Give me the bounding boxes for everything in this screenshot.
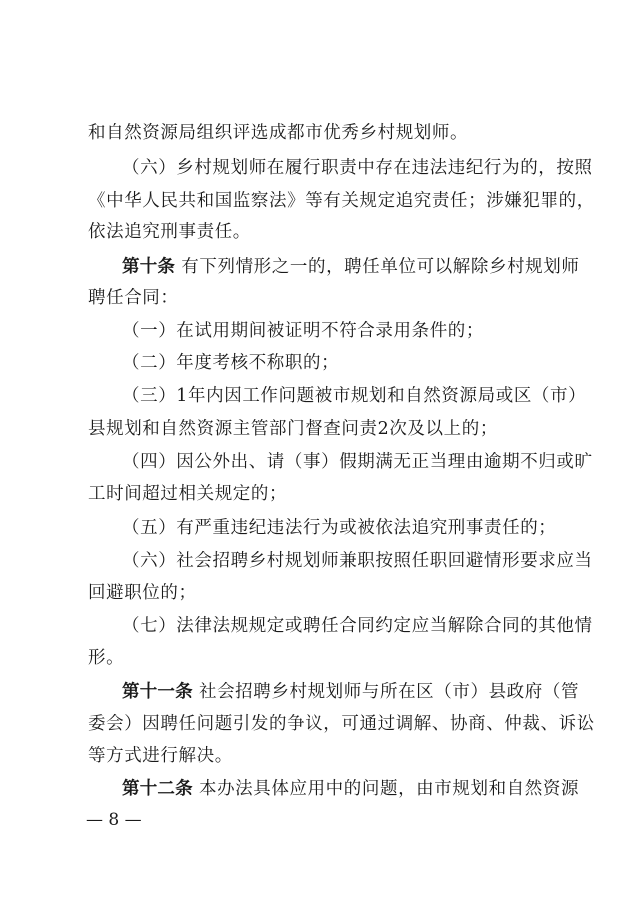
paragraph-text: 本办法具体应用中的问题，由市规划和自然资源 <box>198 779 580 799</box>
list-item: （三）1年内因工作问题被市规划和自然资源局或区（市） <box>122 386 587 406</box>
list-item: （二）年度考核不称职的； <box>122 353 340 373</box>
list-item: （六）社会招聘乡村规划师兼职按照任职回避情形要求应当 <box>122 551 593 571</box>
paragraph-line: （六）乡村规划师在履行职责中存在违法违纪行为的，按照 <box>122 158 593 178</box>
article-11-paragraph <box>122 680 579 704</box>
list-item: （七）法律法规规定或聘任合同约定应当解除合同的其他情 <box>122 616 593 636</box>
paragraph-line: 工时间超过相关规定的； <box>88 484 288 504</box>
article-12-paragraph <box>122 777 579 801</box>
paragraph-line: 《中华人民共和国监察法》等有关规定追究责任；涉嫌犯罪的， <box>88 191 595 211</box>
paragraph-line: 依法追究刑事责任。 <box>88 222 251 242</box>
paragraph-text: 有下列情形之一的，聘任单位可以解除乡村规划师 <box>181 257 580 277</box>
article-10-heading: 第十条 <box>122 257 176 277</box>
paragraph-line: 委会）因聘任问题引发的争议，可通过调解、协商、仲裁、诉讼 <box>88 714 595 734</box>
list-item: （五）有严重违纪违法行为或被依法追究刑事责任的； <box>122 518 557 538</box>
paragraph-line: 等方式进行解决。 <box>88 746 233 766</box>
article-12-heading: 第十二条 <box>122 779 193 799</box>
paragraph-line: 聘任合同： <box>88 288 179 308</box>
list-item: （一）在试用期间被证明不符合录用条件的； <box>122 321 484 341</box>
list-item: （四）因公外出、请（事）假期满无正当理由逾期不归或旷 <box>122 452 593 472</box>
paragraph-text: 社会招聘乡村规划师与所在区（市）县政府（管 <box>198 682 580 702</box>
page-number: — 8 — <box>86 810 142 830</box>
paragraph-line: 形。 <box>88 648 125 668</box>
article-10-paragraph <box>122 255 579 279</box>
paragraph-line: 县规划和自然资源主管部门督查问责2次及以上的； <box>88 419 498 439</box>
article-11-heading: 第十一条 <box>122 682 193 702</box>
paragraph-line: 回避职位的； <box>88 583 197 603</box>
paragraph-line: 和自然资源局组织评选成都市优秀乡村规划师。 <box>88 123 469 143</box>
